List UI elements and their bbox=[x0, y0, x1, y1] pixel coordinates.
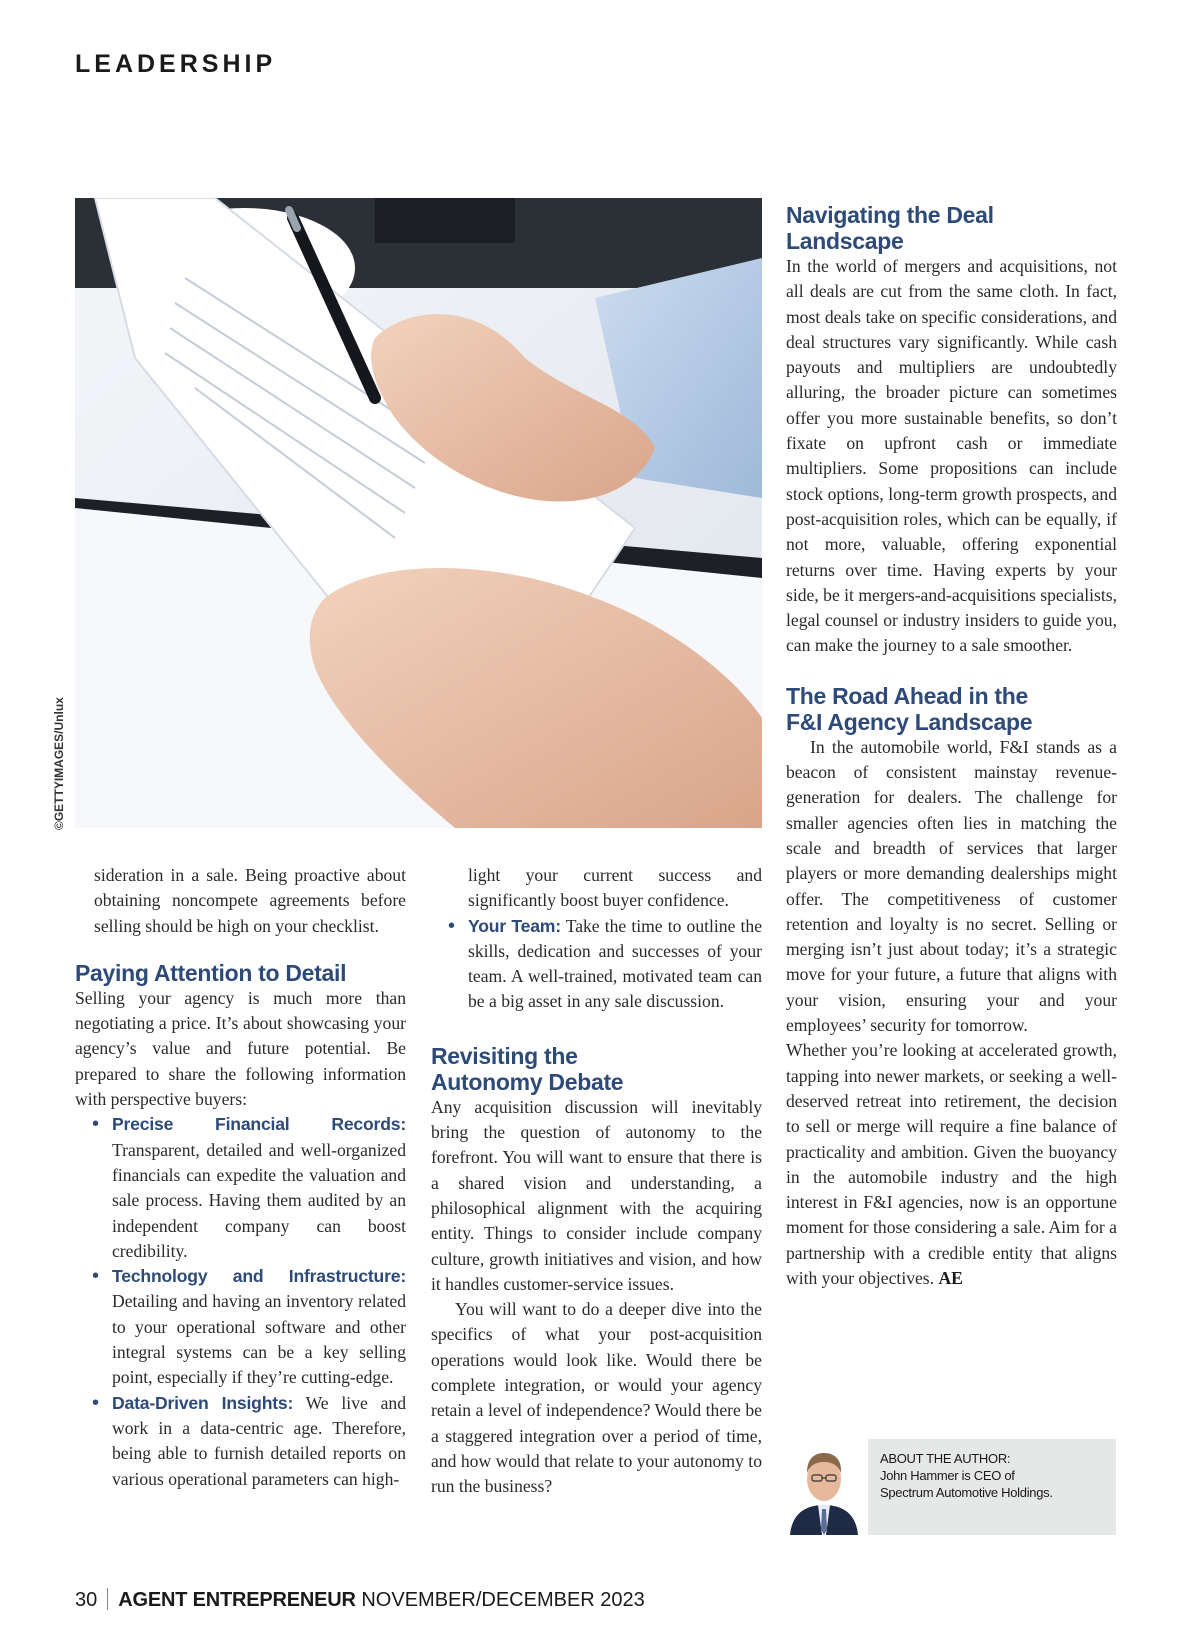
continued-text: sideration in a sale. Being proactive about obtaining noncompete agreements before selling should be high on your checklist. bbox=[94, 865, 406, 936]
divider bbox=[107, 1588, 108, 1610]
hands-document-pen-image bbox=[75, 198, 762, 828]
article-photo bbox=[75, 198, 762, 828]
end-mark: AE bbox=[938, 1267, 963, 1288]
column-1 bbox=[75, 863, 406, 1492]
heading-road-ahead: The Road Ahead in the F&I Agency Landscape bbox=[786, 682, 1033, 735]
author-portrait bbox=[786, 1439, 862, 1535]
paragraph: Selling your agency is much more than negotiating a price. It’s about showcasing your agency’s value and future potential. Be prepared to share the following information with perspective buyers: bbox=[75, 987, 406, 1110]
issue-date: NOVEMBER/DECEMBER 2023 bbox=[361, 1589, 645, 1611]
page-footer bbox=[75, 1588, 645, 1612]
list-item: • Data-Driven Insights: We live and work in a data-centric age. Therefore, being able to furnish detailed reports on various operational parameters can high- bbox=[75, 1391, 406, 1492]
author-line: John Hammer is CEO of bbox=[880, 1468, 1015, 1483]
page-number: 30 bbox=[75, 1589, 98, 1611]
section-label: LEADERSHIP bbox=[75, 50, 277, 78]
paragraph: In the world of mergers and acquisitions, not all deals are cut from the same cloth. In fact, most deals take on specific considerations, and deal structures vary significantly. While cash payouts and multipliers are undoubtedly alluring, the broader picture can sometimes offer you more sustainable benefits, so don’t fixate on upfront cash or immediate multipliers. Some propositions can include stock options, long-term growth prospects, and post-acquisition roles, which can be equally, if not more, valuable, offering exponential returns over time. Having experts by your side, be it mergers-and-acquisitions specialists, legal counsel or industry insiders to guide you, can make the journey to a sale smoother. bbox=[786, 256, 1117, 656]
paragraph: You will want to do a deeper dive into the specifics of what your post-acquisition operations would look like. Would there be complete integration, or would your agency retain a level of independence? Would there be a staggered integration over a period of time, and how would that relate to your autonomy to run the business? bbox=[431, 1299, 762, 1497]
team-bullet-list bbox=[431, 914, 762, 1015]
heading-deal-landscape: Navigating the Deal Landscape bbox=[786, 202, 994, 254]
list-item: • Technology and Infrastructure: Detailing and having an inventory related to your operational software and other integral systems can be a key selling point, especially if they’re cutting-edge. bbox=[75, 1264, 406, 1390]
paragraph: Any acquisition discussion will inevitably bring the question of autonomy to the forefront. You will want to ensure that there is a shared vision and understanding, a philosophical alignment with the acquiring entity. Things to consider include company culture, growth initiatives and vision, and how it handles customer-service issues. bbox=[431, 1096, 762, 1294]
column-2 bbox=[431, 863, 762, 1500]
author-line: Spectrum Automotive Holdings. bbox=[880, 1485, 1053, 1500]
detail-bullet-list bbox=[75, 1112, 406, 1491]
author-heading: ABOUT THE AUTHOR: bbox=[880, 1451, 1011, 1466]
list-item: • Your Team: Take the time to outline the skills, dedication and successes of your team. A well-trained, motivated team can be a big asset in any sale discussion. bbox=[431, 914, 762, 1015]
paragraph: Whether you’re looking at accelerated growth, tapping into newer markets, or seeking a well-deserved retreat into retirement, the decision to sell or merge will require a fine balance of practicality and ambition. Given the buoyancy in the automobile industry and the high interest in F&I agencies, now is an opportune moment for those considering a sale. Aim for a partnership with a credible entity that aligns with your objectives. AE bbox=[786, 1040, 1117, 1288]
list-item: • Precise Financial Records: Transparent, detailed and well-organized financials can expedite the valuation and sale process. Having them audited by an independent company can boost credibility. bbox=[75, 1112, 406, 1264]
heading-paying-attention: Paying Attention to Detail bbox=[75, 959, 347, 986]
photo-credit: ©GETTYIMAGES/Unlux bbox=[52, 697, 66, 830]
author-bio bbox=[880, 1450, 1053, 1501]
author-photo bbox=[786, 1439, 868, 1535]
column-3 bbox=[786, 202, 1117, 1291]
continued-text: light your current success and significantly boost buyer confidence. bbox=[468, 865, 762, 911]
paragraph: In the automobile world, F&I stands as a beacon of consistent mainstay revenue-generation for dealers. The challenge for smaller agencies often lies in matching the scale and breadth of services that larger players or more demanding dealerships might offer. The competitiveness of customer retention and loyalty is no secret. Selling or merging isn’t just about today; it’s a strategic move for your future, a future that aligns with your vision, ensuring your and your employees’ security for tomorrow. bbox=[786, 736, 1117, 1036]
about-author-box bbox=[786, 1439, 1116, 1535]
magazine-name: AGENT ENTREPRENEUR bbox=[118, 1589, 356, 1611]
heading-autonomy-debate: Revisiting the Autonomy Debate bbox=[431, 1042, 624, 1095]
